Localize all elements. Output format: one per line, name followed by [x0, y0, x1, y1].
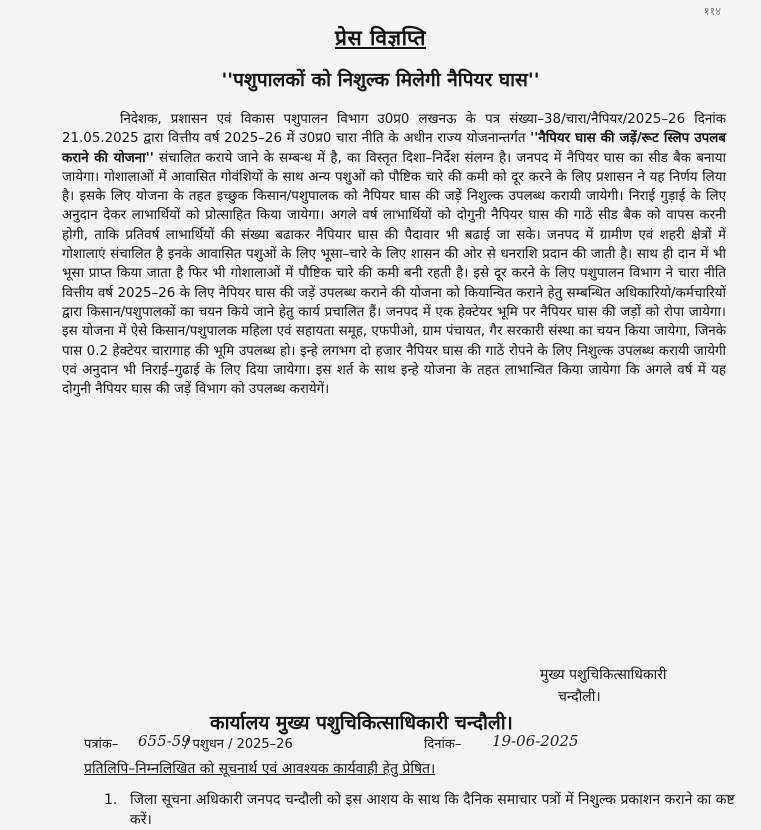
patrank-value: 655-59 — [138, 732, 191, 750]
signature-designation: मुख्य पशुचिकित्साधिकारी — [540, 667, 667, 683]
list-item-number: 1. — [104, 792, 118, 808]
list-item-text: जिला सूचना अधिकारी जनपद चन्दौली को इस आशय के साथ कि दैनिक समाचार पत्रों में निशुल्क प्रकाशन कराने का कष्ट करें। — [130, 792, 735, 828]
document-title: प्रेस विज्ञप्ति — [335, 26, 426, 50]
document-subtitle: ''पशुपालकों को निशुल्क मिलेगी नैपियर घास'' — [221, 69, 540, 91]
date-value: 19-06-2025 — [492, 732, 579, 750]
signature-block — [540, 664, 667, 708]
body-text-part-2: संचालित कराये जाने के सम्बन्ध में है, का विस्तृत दिशा–निर्देश संलग्न है। जनपद में नैपियर घास का सीड बैक बनाया जायेगा। गोशालाओं में आवासित गोवंशियों के साथ अन्य पशुओं को पौष्टिक चारे की कमी को दूर करने के लिए प्रशासन ने यह निर्णय लिया है। इसके लिए योजना के तहत इच्छुक किसान/पशुपालक को नैपियर घास की जड़ें निशुल्क उपलब्ध करायी जायेगी। निराई गुड़ाई के लिए अनुदान देकर लाभार्थियों को प्रोत्साहित किया जायेगा। अगले वर्ष लाभार्थियों को दोगुनी नैपियर घास की गाठें सीड बैक को वापस करनी होगी, ताकि प्रतिवर्ष लाभार्थियों की संख्या बढाकर नैपियार घास की पैदावार भी बढाई जा सके। जनपद में ग्रामीण एवं शहरी क्षेत्रों में गोशालाएं संचालित है इनके आवासित पशुओं के लिए भूसा–चारे के लिए शासन की ओर से धनराशि प्रदान की जाती है। साथ ही दान में भी भूसा प्राप्त किया जाता है फिर भी गोशालाओं में पौष्टिक चारे की कमी बनी रहती है। इसे दूर करने के लिए पशुपालन विभाग ने चारा नीति वित्तीय वर्ष 2025–26 के लिए नैपियर घास की जड़ें उपलब्ध कराने की योजना को कियान्वित कराने हेतु सम्बन्धित अधिकारियो/कर्मचारियों द्वारा किसान/पशुपालकों का चयन किये जाने हेतु कार्य प्रचालित हैं। जनपद में एक हेक्टेयर भूमि पर नैपियर घास की जड़ों को रोपा जायेगा। इस योजना में ऐसे किसान/पशुपालक महिला एवं सहायता समूह, एफपीओ, ग्राम पंचायत, गैर सरकारी संस्था का चयन किया जायेगा, जिनके पास 0.2 हेक्टेयर चारागाह की भूमि उपलब्ध हो। इन्हे लगभग दो हजार नैपियर घास की गाठें रोपने के लिए निशुल्क उपलब्ध करायी जायेगी एवं अनुदान भी निराई–गुढाई के लिए दिया जायेगा। इस शर्त के साथ इन्हे योजना के तहत लाभान्वित किया जायेगा कि अगले वर्ष में यह दोगुनी नैपियर घास की जड़ें विभाग को उपलब्ध करायेगें। — [62, 150, 726, 398]
patrank-label: पत्रांक– — [84, 737, 119, 752]
body-text-part-1: निदेशक, प्रशासन एवं विकास पशुपालन विभाग उ0प्र0 लखनऊ के पत्र संख्या–38/चारा/नैपियर/2025–26 दिनांक 21.05.2025 द्वारा वित्तीय वर्ष 2025–26 में उ0प्र0 चारा नीति के अधीन राज्य योजनान्तर्गत — [62, 112, 726, 147]
copy-to-heading: प्रतिलिपि–निम्नलिखित को सूचनार्थ एवं आवश्यक कार्यवाही हेतु प्रेषित। — [84, 761, 436, 777]
signature-place: चन्दौली। — [558, 689, 601, 705]
body-paragraph — [62, 110, 726, 399]
file-reference: / पशुधन / 2025–26 — [184, 737, 293, 752]
reference-line — [84, 734, 684, 756]
date-label: दिनांक– — [424, 737, 462, 752]
list-item — [104, 790, 744, 830]
page-corner-mark: ११४ — [703, 5, 721, 18]
scheme-name: ''नैपियर घास की जड़ें/रूट स्लिप उपलब कराने की योजना'' — [62, 131, 726, 166]
office-heading: कार्यालय मुख्य पशुचिकित्साधिकारी चन्दौली। — [210, 712, 513, 734]
